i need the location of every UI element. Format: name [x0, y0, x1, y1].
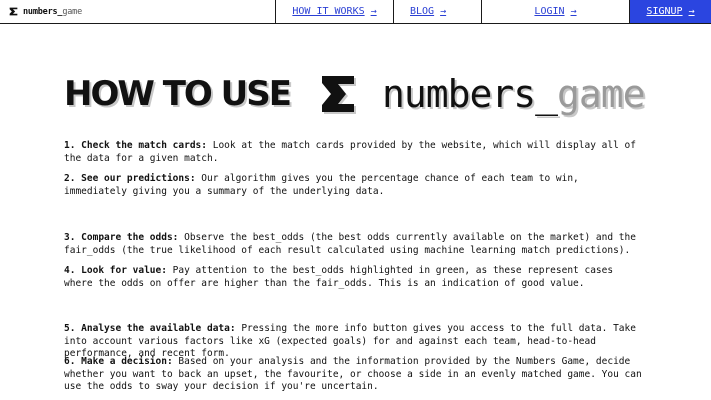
arrow-right-icon: → — [370, 6, 377, 17]
nav-signup[interactable] — [629, 0, 711, 23]
top-nav — [0, 0, 711, 24]
nav-signup-label: SIGNUP — [646, 6, 683, 17]
arrow-right-icon: → — [440, 6, 447, 17]
step-3: 3. Compare the odds: Observe the best_odds (the best odds currently available on the market) and the fair_odds (the true likelihood of each result calculated using machine learning match predictions). — [64, 232, 636, 256]
nav-login-label: LOGIN — [534, 6, 565, 17]
nav-blog-label: BLOG — [410, 6, 435, 17]
logo-icon — [316, 72, 360, 116]
brand[interactable] — [0, 0, 275, 23]
step-6: 6. Make a decision: Based on your analysis and the information provided by the Numbers Game, decide whether you want to back an upset, the favourite, or choose a side in an evenly matched game. You can use the odds to sway your decision if you're uncertain. — [64, 356, 642, 392]
step-2: 2. See our predictions: Our algorithm gives you the percentage chance of each team to win, immediately giving you a summary of the underlying data. — [64, 173, 579, 197]
nav-login[interactable] — [481, 0, 629, 23]
step-5: 5. Analyse the available data: Pressing the more info button gives you access to the full data. Take into account various factors like xG (expected goals) for and against each team, head-to-head performance, and recent form. — [64, 323, 636, 359]
arrow-right-icon: → — [570, 6, 577, 17]
logo-icon — [8, 6, 19, 17]
hero-heading — [64, 70, 645, 118]
step-1: 1. Check the match cards: Look at the match cards provided by the website, which will display all of the data for a given match. — [64, 140, 636, 164]
arrow-right-icon: → — [688, 6, 695, 17]
nav-how-it-works-label: HOW IT WORKS — [292, 6, 365, 17]
hero-brand: numbers_game — [381, 72, 645, 116]
step-4: 4. Look for value: Pay attention to the best_odds highlighted in green, as these represent cases where the odds on offer are higher than the fair_odds. This is an indication of good value. — [64, 265, 614, 289]
nav-blog[interactable] — [393, 0, 481, 23]
hero-title: HOW TO USE — [64, 74, 290, 114]
brand-name: numbers_game — [23, 6, 83, 17]
nav-how-it-works[interactable] — [275, 0, 393, 23]
